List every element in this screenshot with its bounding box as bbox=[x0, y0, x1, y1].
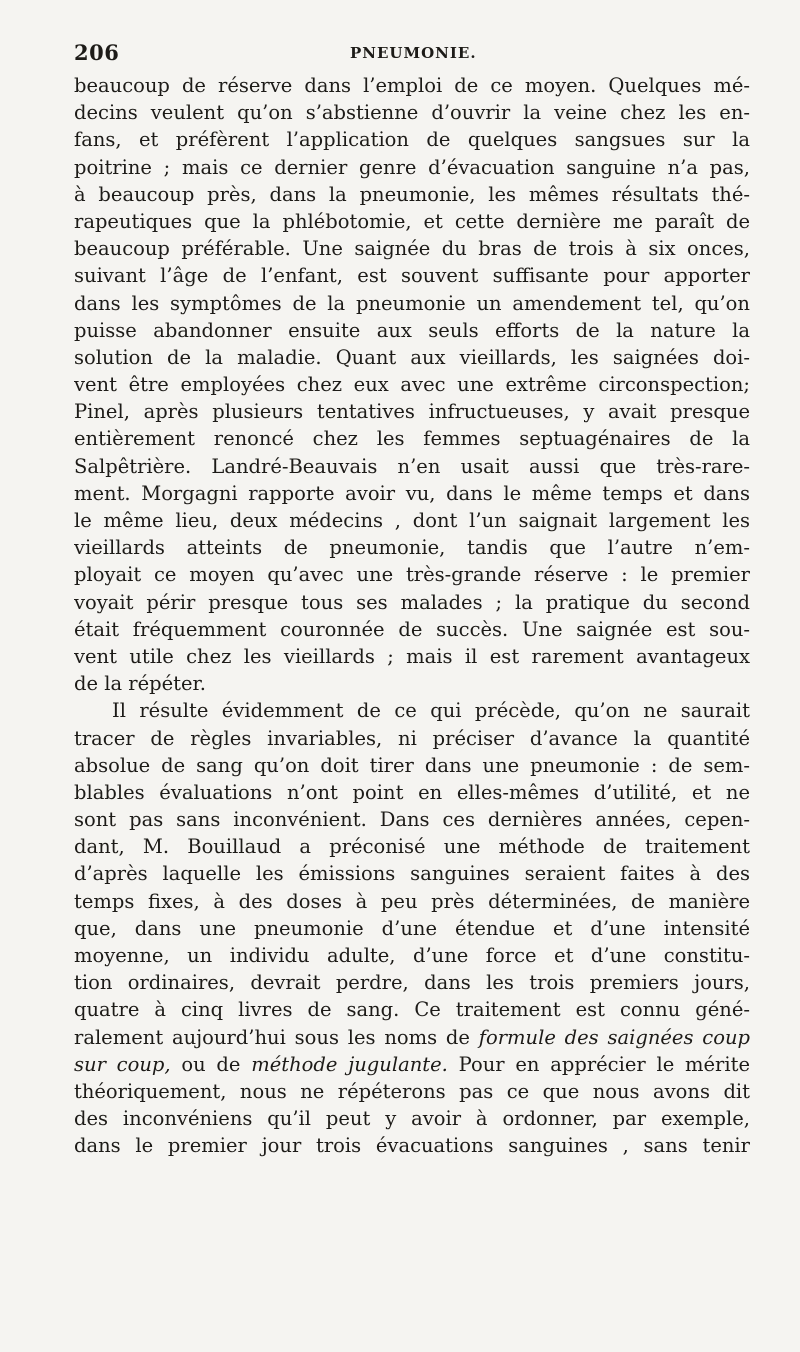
text-line: temps fixes, à des doses à peu près déterminées, de manière bbox=[74, 889, 750, 913]
text-line: ployait ce moyen qu’avec une très-grande réserve : le premier bbox=[74, 563, 750, 587]
text-line: poitrine ; mais ce dernier genre d’évacuation sanguine n’a pas, bbox=[74, 155, 750, 179]
text-run: Pour en apprécier le mérite bbox=[447, 1052, 750, 1076]
text-line: fans, et préfèrent l’application de quelques sangsues sur la bbox=[74, 128, 750, 152]
text-line: était fréquemment couronnée de succès. Une saignée est sou- bbox=[74, 617, 750, 641]
text-line: suivant l’âge de l’enfant, est souvent suffisante pour apporter bbox=[74, 264, 750, 288]
text-line: dans le premier jour trois évacuations sanguines , sans tenir bbox=[74, 1134, 750, 1158]
text-line: vieillards atteints de pneumonie, tandis que l’autre n’em- bbox=[74, 536, 750, 560]
page-header bbox=[74, 40, 750, 70]
text-line: Salpêtrière. Landré-Beauvais n’en usait aussi que très-rare- bbox=[74, 454, 750, 478]
text-line: vent être employées chez eux avec une extrême circonspection; bbox=[74, 373, 750, 397]
text-line: le même lieu, deux médecins , dont l’un saignait largement les bbox=[74, 509, 750, 532]
text-line: Pinel, après plusieurs tentatives infructueuses, y avait presque bbox=[74, 400, 750, 424]
text-line: d’après laquelle les émissions sanguines seraient faites à des bbox=[74, 862, 750, 886]
running-head: PNEUMONIE. bbox=[350, 44, 477, 62]
italic-run: formule des saignées coup bbox=[478, 1025, 750, 1049]
text-line: absolue de sang qu’on doit tirer dans une pneumonie : de sem- bbox=[74, 753, 750, 777]
body-text bbox=[74, 72, 750, 1160]
text-line: blables évaluations n’ont point en elles-mêmes d’utilité, et ne bbox=[74, 780, 750, 804]
text-line: puisse abandonner ensuite aux seuls efforts de la nature la bbox=[74, 318, 750, 342]
text-line: entièrement renoncé chez les femmes septuagénaires de la bbox=[74, 427, 750, 451]
text-line: voyait périr presque tous ses malades ; la pratique du second bbox=[74, 590, 750, 614]
text-line: moyenne, un individu adulte, d’une force et d’une constitu- bbox=[74, 944, 750, 967]
text-line: quatre à cinq livres de sang. Ce traitement est connu géné- bbox=[74, 998, 750, 1022]
text-run: ralement aujourd’hui sous les noms de bbox=[74, 1025, 479, 1049]
text-line: solution de la maladie. Quant aux vieillards, les saignées doi- bbox=[74, 345, 750, 369]
text-line: théoriquement, nous ne répéterons pas ce que nous avons dit bbox=[74, 1079, 750, 1103]
paragraph-2 bbox=[74, 697, 750, 1159]
text-run: ou de bbox=[170, 1052, 252, 1076]
italic-run: sur coup, bbox=[74, 1052, 171, 1076]
text-line: dant, M. Bouillaud a préconisé une méthode de traitement bbox=[74, 835, 750, 859]
text-line: à beaucoup près, dans la pneumonie, les mêmes résultats thé- bbox=[74, 182, 750, 206]
paragraph-1 bbox=[74, 72, 750, 697]
text-line: beaucoup de réserve dans l’emploi de ce moyen. Quelques mé- bbox=[74, 74, 750, 97]
text-line bbox=[74, 1024, 750, 1051]
text-line: sont pas sans inconvénient. Dans ces dernières années, cepen- bbox=[74, 808, 750, 832]
page-number: 206 bbox=[74, 40, 120, 65]
text-line: Il résulte évidemment de ce qui précède, qu’on ne saurait bbox=[112, 699, 750, 723]
text-line: tracer de règles invariables, ni préciser d’avance la quantité bbox=[74, 726, 750, 750]
text-line: de la répéter. bbox=[74, 672, 206, 696]
text-line: dans les symptômes de la pneumonie un amendement tel, qu’on bbox=[74, 291, 750, 315]
text-line: des inconvéniens qu’il peut y avoir à ordonner, par exemple, bbox=[74, 1107, 750, 1131]
text-line: beaucoup préférable. Une saignée du bras de trois à six onces, bbox=[74, 237, 750, 261]
text-line: ment. Morgagni rapporte avoir vu, dans le même temps et dans bbox=[74, 481, 750, 505]
text-line: vent utile chez les vieillards ; mais il est rarement avantageux bbox=[74, 644, 750, 668]
text-line: que, dans une pneumonie d’une étendue et d’une intensité bbox=[74, 916, 750, 940]
text-line: decins veulent qu’on s’abstienne d’ouvrir la veine chez les en- bbox=[74, 101, 750, 125]
italic-run: méthode jugulante. bbox=[251, 1052, 448, 1076]
text-line: tion ordinaires, devrait perdre, dans les trois premiers jours, bbox=[74, 971, 750, 995]
text-line: rapeutiques que la phlébotomie, et cette dernière me paraît de bbox=[74, 209, 750, 233]
text-line bbox=[74, 1051, 750, 1078]
